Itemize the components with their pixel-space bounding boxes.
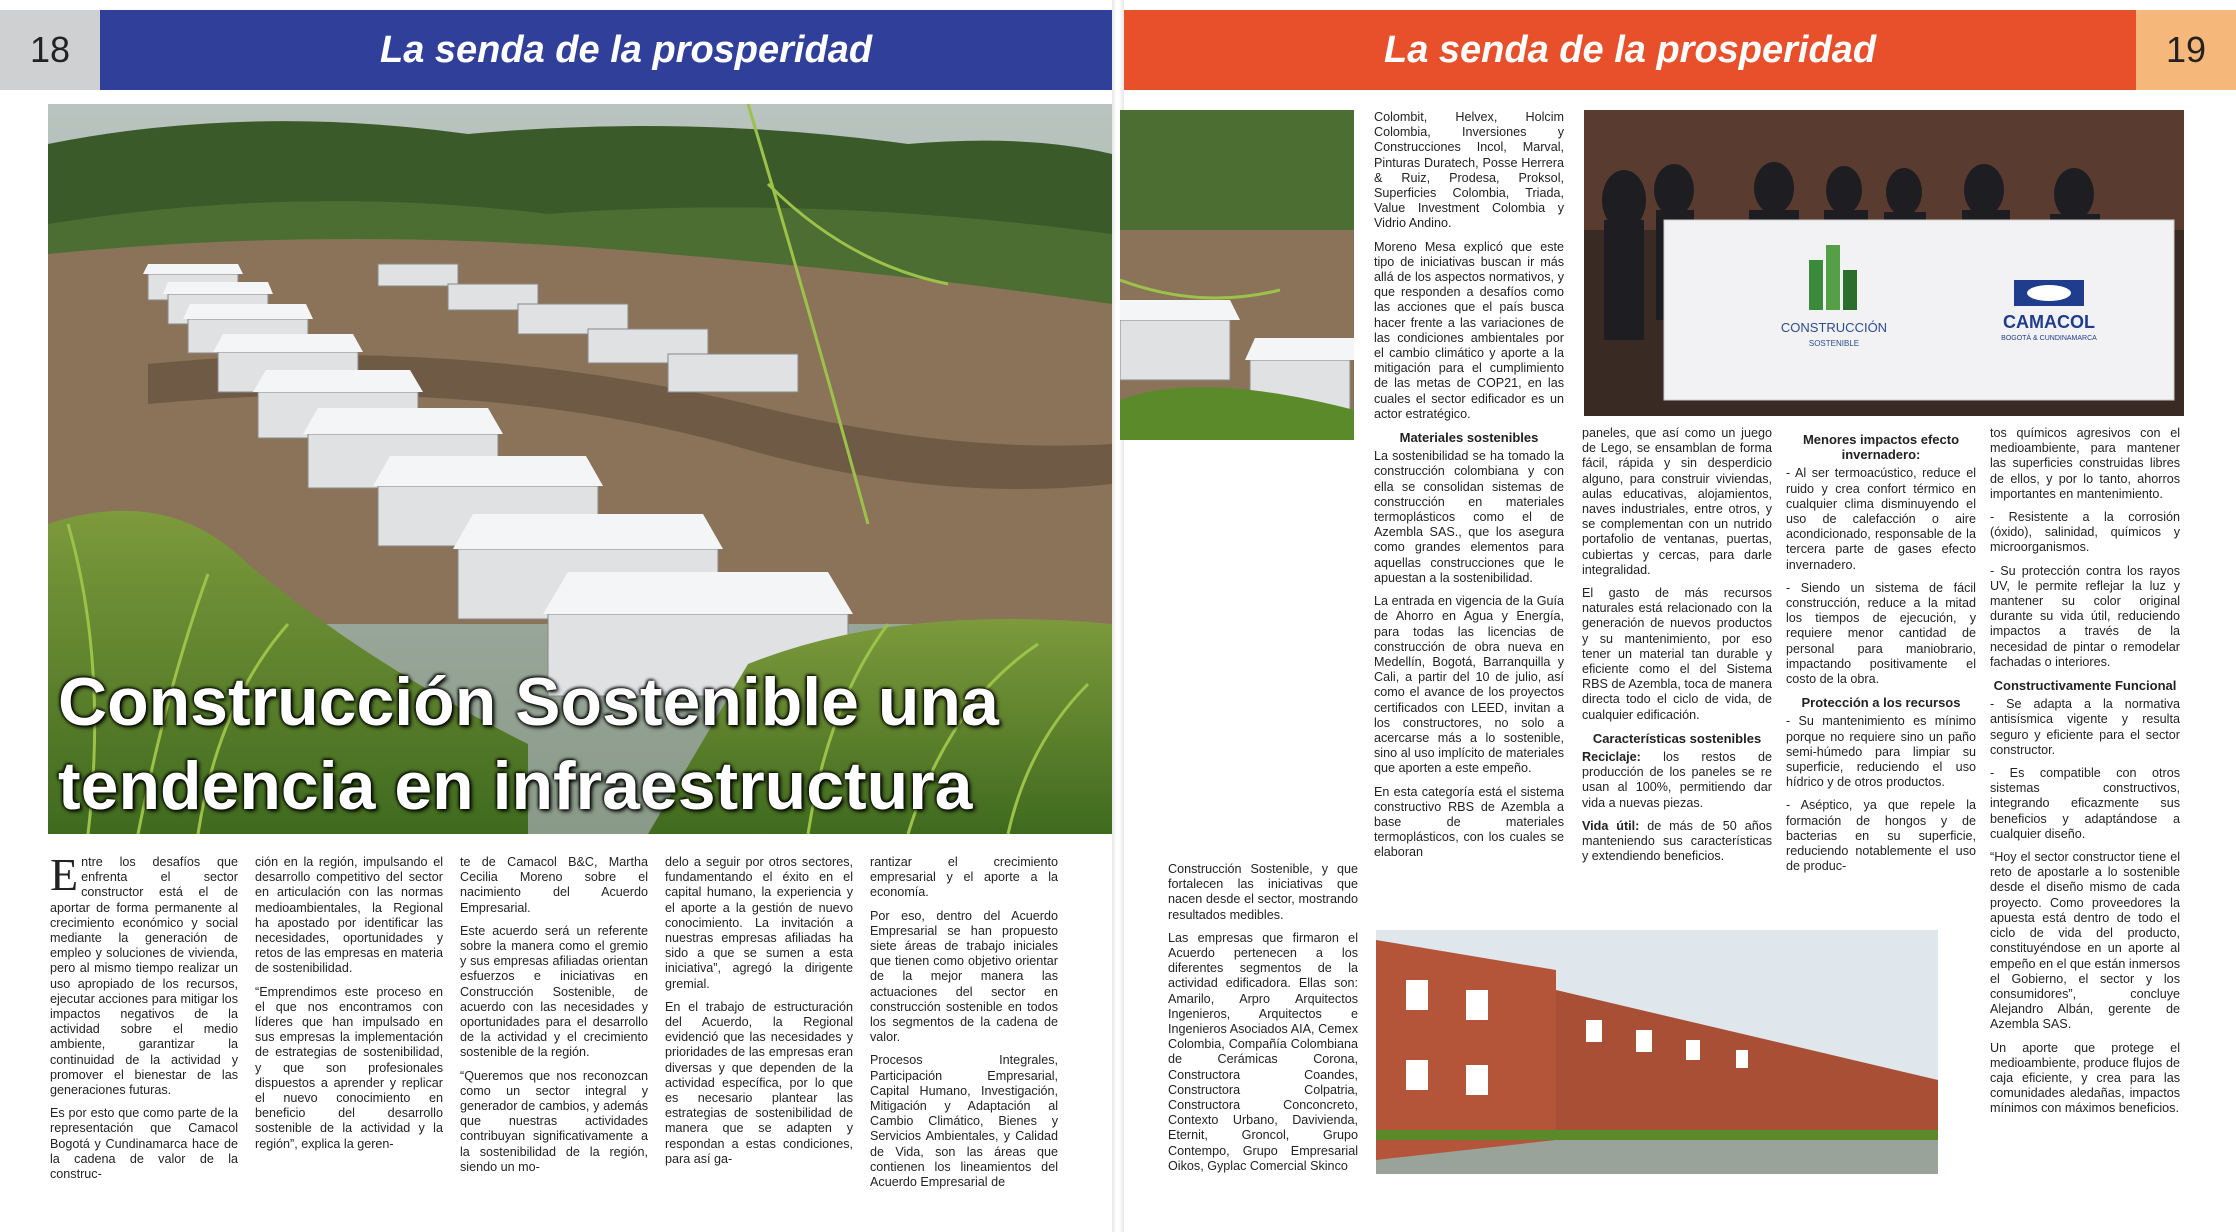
intro-paragraph xyxy=(50,849,238,1098)
paragraph: rantizar el crecimiento empresarial y el aporte a la economía. xyxy=(870,855,1058,900)
subheading-materiales: Materiales sostenibles xyxy=(1399,430,1539,446)
paragraph: Las empresas que firmaron el Acuerdo pertenecen a los diferentes segmentos de la actividad edificadora. Ellas son: Amarilo, Arpro Arquitectos Ingenieros, Arquitectos e Ingenieros Asociados AIA, Cemex Colombia, Compañía Colombiana de Cerámicas Corona, Constructora Coandes, Constructora Colpatria, Constructora Conconcreto, Contexto Urbano, Davivienda, Eternit, Groncol, Grupo Contempo, Grupo Empresarial Oikos, Gyplac Comercial Skinco xyxy=(1168,930,1358,1173)
paragraph-vida-util xyxy=(1582,819,1772,865)
paragraph: - Al ser termoacústico, reduce el ruido y crea confort térmico en cualquier clima disminuyendo el uso de calefacción o aire acondicionado, responsable de la tercera parte de gases efecto invernadero. xyxy=(1786,466,1976,572)
paragraph: - Su mantenimiento es mínimo porque no requiere sino un paño semi-húmedo para limpiar su superficie, reduciendo el uso hídrico y de otros productos. xyxy=(1786,714,1976,790)
paragraph: ción en la región, impulsando el desarrollo competitivo del sector en articulación con las normas medioambientales, la Regional ha apostado por identificar las necesidades, oportunidades y retos de las empresas en materia de sostenibilidad. xyxy=(255,855,443,976)
right-column-2 xyxy=(1582,426,1772,872)
logo-camacol-text: CAMACOL xyxy=(2003,312,2095,332)
paragraph: Por eso, dentro del Acuerdo Empresarial se han propuesto siete áreas de trabajo iniciales que tienen como objetivo orientar de la mejor manera las actuaciones del sector en construcción sostenible en todos los segmentos de la cadena de valor. xyxy=(870,908,1058,1045)
paragraph: Es por esto que como parte de la representación que Camacol Bogotá y Cundinamarca hace de la cadena de valor de la construc- xyxy=(50,1106,238,1182)
subheading-impactos: Menores impactos efecto invernadero: xyxy=(1802,432,1960,463)
right-header-title: La senda de la prosperidad xyxy=(1384,28,1877,71)
left-header-bar xyxy=(0,10,1112,90)
photo-brick-townhouses xyxy=(1376,930,1938,1174)
paragraph: La sostenibilidad se ha tomado la construcción colombiana y con ella se consolidan sistemas de construcción en materiales termoplásticos como el de Azembla SAS., que los asegura como grandes elementos para aquellas construcciones que le apuestan a la sostenibilidad. xyxy=(1374,449,1564,585)
subheading-funcional: Constructivamente Funcional xyxy=(1993,678,2177,694)
left-column-1 xyxy=(50,849,238,1190)
paragraph: - Resistente a la corrosión (óxido), salinidad, químicos y microorganismos. xyxy=(1990,510,2180,555)
paragraph: Este acuerdo será un referente sobre la manera como el gremio y sus empresas afiliadas orientan esfuerzos e iniciativas en Construcción Sostenible, de acuerdo con las necesidades y oportunidades para el desarrollo de la actividad y el crecimiento sostenible de la región. xyxy=(460,923,648,1060)
logo-construccion-text: CONSTRUCCIÓN xyxy=(1780,320,1888,335)
paragraph: El gasto de más recursos naturales está relacionado con la generación de nuevos productos y su mantenimiento, por eso tener un material tan durable y eficiente como el del Sistema RBS de Azembla, toca de manera directa todo el ciclo de vida, de cualquier edificación. xyxy=(1582,586,1772,722)
logo-camacol-sub-text: BOGOTÁ & CUNDINAMARCA xyxy=(2001,335,2097,342)
photo-houses-continuation xyxy=(1120,110,1354,440)
paragraph: Construcción Sostenible, y que fortalecen las iniciativas que nacen desde el sector, mostrando resultados medibles. xyxy=(1168,862,1358,922)
right-column-1-top xyxy=(1374,110,1564,869)
headline-line-1: Construcción Sostenible una xyxy=(58,664,999,740)
paragraph: “Hoy el sector constructor tiene el reto de apostarle a lo sostenible desde el diseño mismo de cada proyecto. Como proveedores la apuesta está dentro de todo el ciclo de vida del producto, constituyéndose en un aporte al empeño en el que están inmersos el Gobierno, el sector y los consumidores”, concluye Alejandro Albán, gerente de Azembla SAS. xyxy=(1990,850,2180,1032)
right-column-4 xyxy=(1990,426,2180,1125)
paragraph: tos químicos agresivos con el medioambiente, para mantener las superficies construidas libres de ellos, y por lo tanto, ahorros importantes en mantenimiento. xyxy=(1990,426,2180,501)
right-header-bar xyxy=(1124,10,2236,90)
left-column-4 xyxy=(665,855,853,1175)
paragraph: delo a seguir por otros sectores, fundamentando el éxito en el capital humano, la experiencia y el aporte a la gestión de nuevo conocimiento. La invitación a nuestras empresas afiliadas ha sido a que se sumen a esta iniciativa”, agregó la dirigente gremial. xyxy=(665,855,853,991)
paragraph: “Queremos que nos reconozcan como un sector integral y generador de cambios, y además que nuestras actividades contribuyan significativamente a la sostenibilidad de la región, siendo un mo- xyxy=(460,1068,648,1174)
paragraph: Procesos Integrales, Participación Empresarial, Capital Humano, Investigación, Mitigación y Adaptación al Cambio Climático, Bienes y Servicios Ambientales, y Calidad de Vida, son las áreas que contienen los lineamientos del Acuerdo Empresarial de xyxy=(870,1053,1058,1190)
brick-townhouses-illustration xyxy=(1376,930,1938,1174)
paragraph-text: los restos de producción de los paneles se re usan al 100%, permitiendo dar vida a nuevas piezas. xyxy=(1582,750,1772,810)
paragraph: La entrada en vigencia de la Guía de Ahorro en Agua y Energía, para todas las licencias de construcción de obra nueva en Medellín, Bogotá, Barranquilla y Cali, a partir del 10 de julio, así como el avance de los proyectos certificados con LEED, invitan a los constructores, no solo a acercarse más a lo sostenible, sino al uso implícito de materiales que aporten a este empeño. xyxy=(1374,594,1564,776)
article-headline xyxy=(58,660,1098,828)
paragraph: Un aporte que protege el medioambiente, produce flujos de caja eficiente, y crea para las comunidades aledañas, impactos mínimos con máximos beneficios. xyxy=(1990,1040,2180,1116)
paragraph: te de Camacol B&C, Martha Cecilia Moreno sobre el nacimiento del Acuerdo Empresarial. xyxy=(460,855,648,915)
headline-line-2: tendencia en infraestructura xyxy=(58,748,973,824)
logo-sostenible-text: SOSTENIBLE xyxy=(1808,339,1860,348)
paragraph: “Emprendimos este proceso en el que nos encontramos con líderes que han impulsado en sus empresas la implementación de estrategias de sostenibilidad, y que son profesionales dispuestos a aprender y replicar el nuevo conocimiento en beneficio del desarrollo sostenible de la actividad y la región”, explica la geren- xyxy=(255,984,443,1151)
right-column-1-bottom xyxy=(1168,862,1358,1182)
paragraph-text: de más de 50 años manteniendo sus características y extendiendo beneficios. xyxy=(1582,818,1772,864)
left-column-3 xyxy=(460,855,648,1183)
paragraph: - Aséptico, ya que repele la formación de hongos y de bacterias en su superficie, reduciendo notablemente el uso de produc- xyxy=(1786,798,1976,874)
subheading-proteccion: Protección a los recursos xyxy=(1801,695,1961,711)
left-page-number: 18 xyxy=(0,10,100,90)
paragraph: Moreno Mesa explicó que este tipo de iniciativas buscan ir más allá de los aspectos normativos, y que responden a desafíos como las acciones que el país busca hacer frente a las variaciones de las condiciones ambientales por el cambio climático y aporte a la mitigación para el cumplimiento de las metas de COP21, en las cuales el sector edificador es un actor estratégico. xyxy=(1374,239,1564,421)
left-header-title: La senda de la prosperidad xyxy=(380,28,873,71)
label-reciclaje: Reciclaje: xyxy=(1582,750,1641,765)
left-column-5 xyxy=(870,855,1058,1198)
photo-signing-ceremony xyxy=(1584,110,2184,416)
signing-ceremony-illustration xyxy=(1584,110,2184,416)
left-column-2 xyxy=(255,855,443,1160)
paragraph: En el trabajo de estructuración del Acuerdo, la Regional evidenció que las necesidades y prioridades de las empresas eran diversas y que dependen de la actividad específica, por lo que es necesario plantear las estrategias de sostenibilidad de manera que se adapten y respondan a estas condiciones, para así ga- xyxy=(665,999,853,1166)
paragraph: - Su protección contra los rayos UV, le permite reflejar la luz y mantener su color original durante su vida útil, reduciendo impactos a través de la necesidad de pintar o remodelar fachadas o interiores. xyxy=(1990,563,2180,669)
subheading-caracteristicas: Características sostenibles xyxy=(1592,730,1762,746)
paragraph: - Siendo un sistema de fácil construcción, reduce a la mitad los tiempos de ejecución, y requiere menor cantidad de personal para maniobrario, impactando positivamente el costo de la obra. xyxy=(1786,580,1976,687)
label-vida-util: Vida útil: xyxy=(1582,818,1640,833)
paragraph-text: ntre los desafíos que enfrenta el sector constructor está el de aportar de forma permanente al crecimiento económico y social mediante la generación de empleo y soluciones de vivienda, pero al mismo tiempo realizar un uso apropiado de los recursos, ejecutar acciones para mitigar los impactos negativos de la actividad sobre el medio ambiente, garantizar la continuidad de la actividad y promover el bienestar de las generaciones futuras. xyxy=(50,855,238,1098)
paragraph: - Es compatible con otros sistemas constructivos, integrando eficazmente sus beneficios y adaptándose a cualquier diseño. xyxy=(1990,766,2180,841)
paragraph: En esta categoría está el sistema constructivo RBS de Azembla a base de materiales termoplásticos, con los cuales se elaboran xyxy=(1374,784,1564,860)
paragraph: Colombit, Helvex, Holcim Colombia, Inversiones y Construcciones Incol, Marval, Pinturas Duratech, Posse Herrera & Ruiz, Prodesa, Proksol, Superficies Colombia, Triada, Value Investment Colombia y Vidrio Andino. xyxy=(1374,110,1564,231)
drop-cap: E xyxy=(50,849,79,900)
paragraph-reciclaje xyxy=(1582,750,1772,811)
houses-continuation-illustration xyxy=(1120,110,1354,440)
paragraph: paneles, que así como un juego de Lego, se ensamblan de forma fácil, rápida y sin desperdicio alguno, para construir viviendas, aulas educativas, alojamientos, naves industriales, entre otros, y se complementan con un nutrido portafolio de ventanas, puertas, cubiertas y cercas, para darle integralidad. xyxy=(1582,426,1772,577)
paragraph: - Se adapta a la normativa antisísmica vigente y resulta seguro y eficiente para el sector constructor. xyxy=(1990,697,2180,757)
right-page-number: 19 xyxy=(2136,10,2236,90)
right-column-3 xyxy=(1786,426,1976,882)
